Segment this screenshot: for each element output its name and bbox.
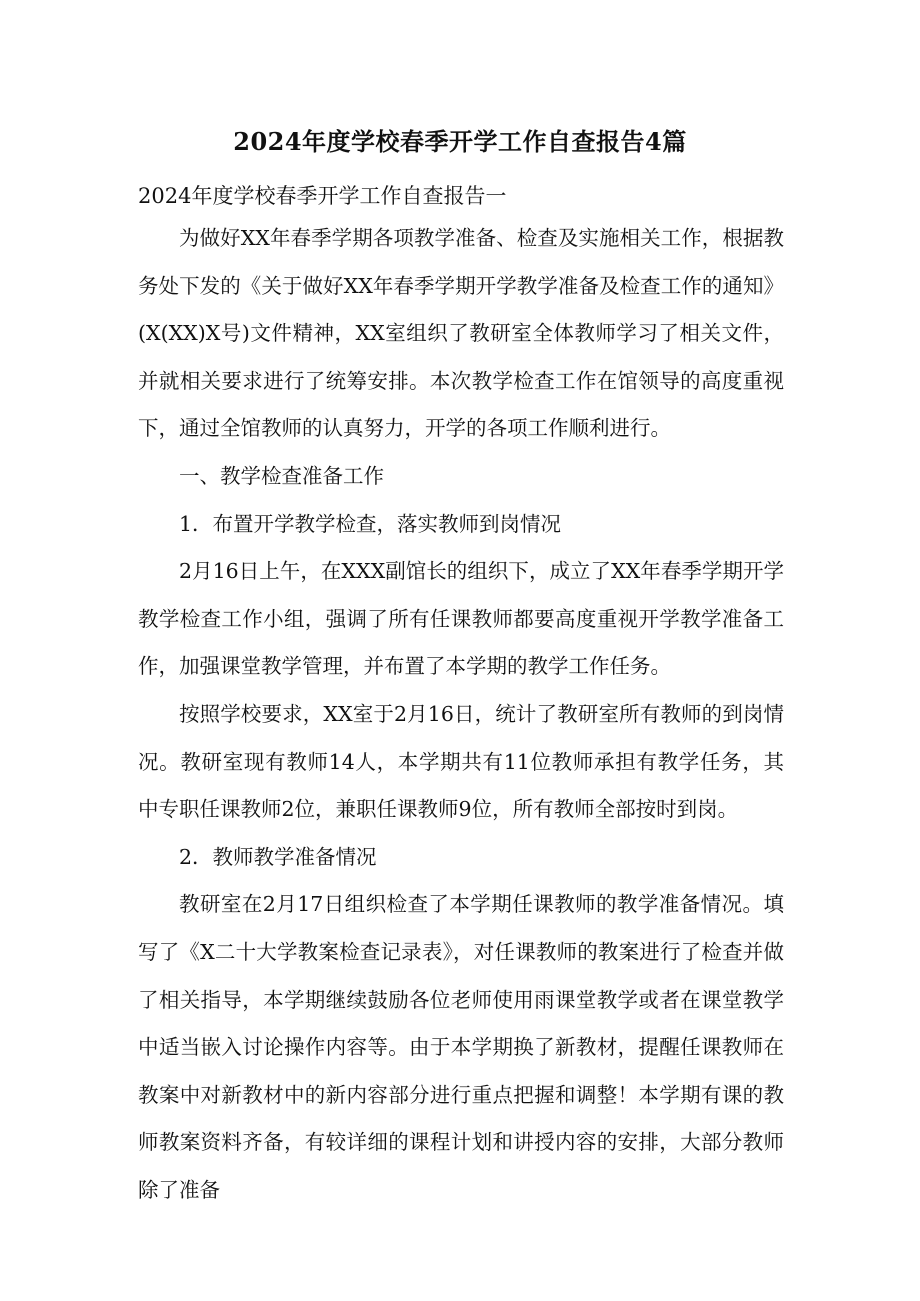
- section-title: 2024年度学校春季开学工作自查报告一: [138, 184, 507, 208]
- paragraph-preparation: 教研室在2月17日组织检查了本学期任课教师的教学准备情况。填写了《X二十大学教案检查记录表》，对任课教师的教案进行了检查并做了相关指导，本学期继续鼓励各位老师使用雨课堂教学或者在课堂教学中适当嵌入讨论操作内容等。由于本学期换了新教材，提醒任课教师在教案中对新教材中的新内容部分进行重点把握和调整！本学期有课的教师教案资料齐备，有较详细的课程计划和讲授内容的安排，大部分教师除了准备: [138, 892, 784, 1202]
- document-body: [138, 198, 784, 1214]
- heading-section-1: 一、教学检查准备工作: [179, 463, 384, 488]
- paragraph-intro: 为做好XX年春季学期各项教学准备、检查及实施相关工作，根据教务处下发的《关于做好XX年春季学期开学教学准备及检查工作的通知》(X(XX)X号)文件精神，XX室组织了教研室全体教师学习了相关文件，并就相关要求进行了统筹安排。本次教学检查工作在馆领导的高度重视下，通过全馆教师的认真努力，开学的各项工作顺利进行。: [138, 226, 784, 441]
- heading-subsection-2: 2．教师教学准备情况: [179, 844, 377, 869]
- document-title: 2024年度学校春季开学工作自查报告4篇: [233, 127, 687, 156]
- heading-subsection-1: 1．布置开学教学检查，落实教师到岗情况: [179, 511, 562, 536]
- paragraph-attendance: 按照学校要求，XX室于2月16日，统计了教研室所有教师的到岗情况。教研室现有教师14人，本学期共有11位教师承担有教学任务，其中专职任课教师2位，兼职任课教师9位，所有教师全部按时到岗。: [138, 701, 784, 822]
- paragraph-meeting: 2月16日上午，在XXX副馆长的组织下，成立了XX年春季学期开学教学检查工作小组，强调了所有任课教师都要高度重视开学教学准备工作，加强课堂教学管理，并布置了本学期的教学工作任务。: [138, 559, 784, 679]
